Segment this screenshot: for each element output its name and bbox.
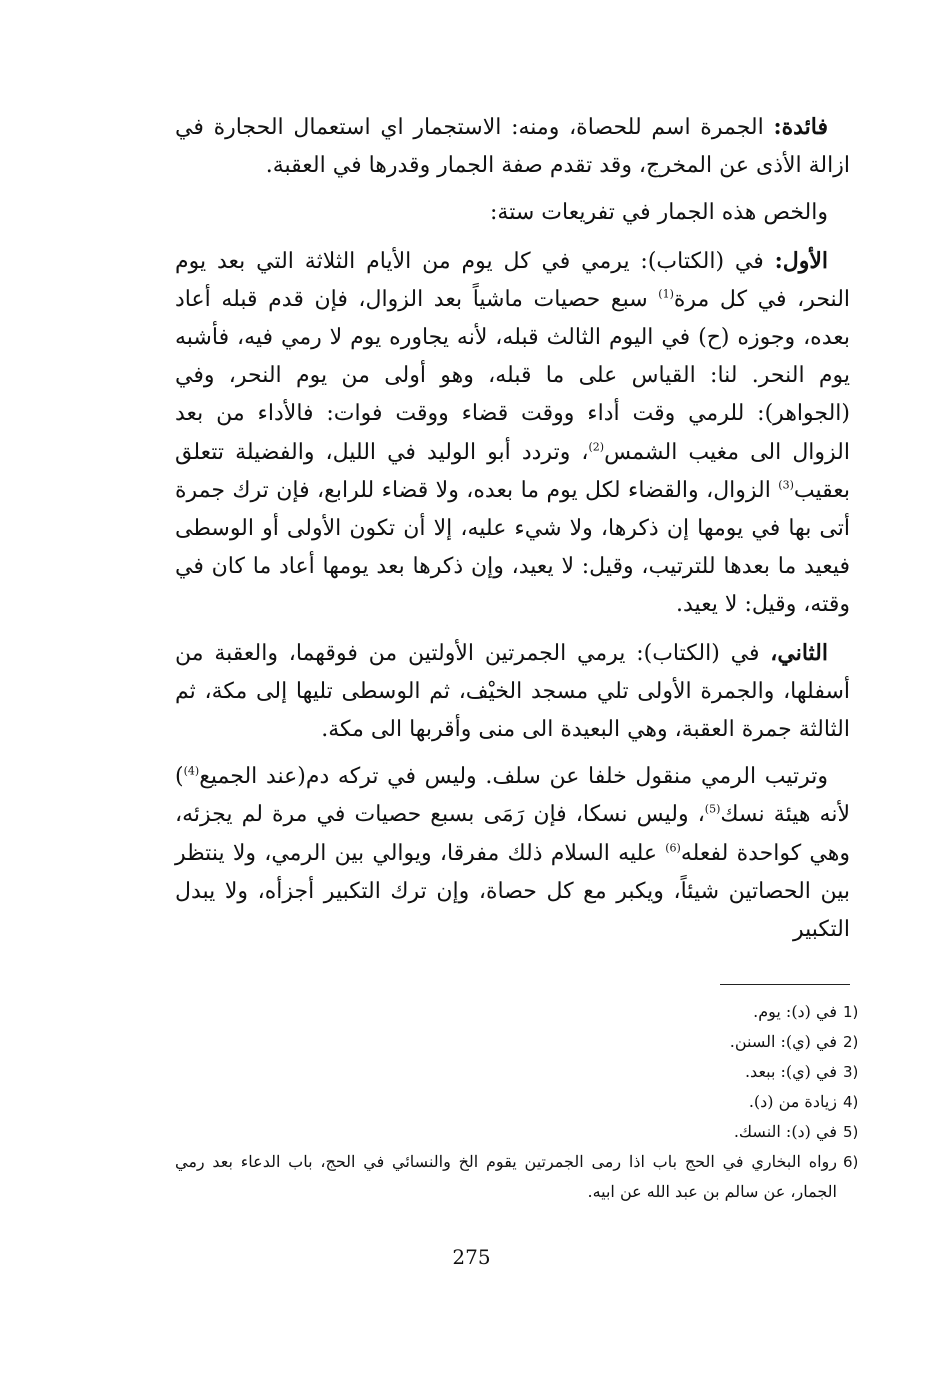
- footnote-item: [175, 1087, 865, 1117]
- footnote-number: 1): [843, 1003, 859, 1021]
- paragraph-summary: [175, 194, 850, 232]
- paragraph-text: في (الكتاب): يرمي الجمرتين الأولتين من فوقهما، والعقبة من أسفلها، والجمرة الأولى تلي مسجد الخيْف، ثم الوسطى تليها إلى مكة، ثم الثالثة جمرة العقبة، وهي البعيدة الى منى وأقربها الى مكة.: [175, 640, 850, 743]
- paragraph-text: في (الكتاب): يرمي في كل يوم من الأيام الثلاثة التي بعد يوم النحر، في كل مرة: [175, 248, 851, 312]
- footnote-marker: (5): [704, 803, 721, 817]
- footnote-text: في (ي): السنن.: [729, 1032, 837, 1051]
- footnote-item: [175, 1027, 865, 1057]
- footnote-text: في (د): يوم.: [753, 1002, 837, 1021]
- footnote-marker: (6): [665, 841, 681, 855]
- footnote-marker: (1): [658, 287, 674, 301]
- footnote-number: 2): [843, 1033, 859, 1051]
- paragraph-text: ، وليس نسكا، فإن رَمَى بسبع حصيات في مرة لم يجزئه، وهي كواحدة لفعله: [175, 802, 850, 866]
- footnote-marker: (3): [778, 478, 794, 492]
- footnote-text: في (ي): ببعد.: [744, 1062, 837, 1081]
- paragraph-lead: فائدة:: [773, 114, 828, 140]
- paragraph-text: ) لأنه هيئة نسك: [175, 764, 850, 828]
- paragraph-first: [175, 242, 850, 625]
- footnote-number: 5): [843, 1123, 859, 1141]
- footnote-number: 4): [843, 1093, 859, 1111]
- footnote-number: 6): [843, 1153, 859, 1171]
- footnote-text: رواه البخاري في الحج باب اذا رمى الجمرتين يقوم الخ والنسائي في الحج، باب الدعاء بعد رمي الجمار، عن سالم بن عبد الله عن ابيه.: [175, 1152, 837, 1201]
- footnote-text: في (د): النسك.: [733, 1122, 837, 1141]
- footnotes: [175, 997, 865, 1207]
- footnote-item: [175, 1057, 865, 1087]
- footnote-item: [175, 1117, 865, 1147]
- paragraph-lead: الثاني،: [770, 639, 828, 666]
- paragraph-text: الزوال، والقضاء لكل يوم ما بعده، ولا قضاء للرابع، فإن ترك جمرة أتى بها في يومها إن ذكرها، ولا شيء عليه، إلا أن تكون الأولى أو الوسطى فيعيد ما بعدها للترتيب، وقيل: لا يعيد، وإن ذكرها بعد يومها أعاد ما كان في وقته، وقيل: لا يعيد.: [175, 477, 850, 618]
- footnote-divider: [720, 984, 850, 985]
- paragraph-order: [175, 758, 850, 949]
- paragraph-faida: [175, 108, 850, 185]
- footnote-item: [175, 997, 865, 1027]
- paragraph-lead: الأول:: [774, 247, 828, 274]
- page-number: 275: [452, 1245, 491, 1269]
- paragraph-text: سبع حصيات ماشياً بعد الزوال، فإن قدم قبله أعاد بعده، وجوزه (ح) في اليوم الثالث قبله، لأنه يجاوره يوم لا رمي فيه، فأشبه يوم النحر. لنا: القياس على ما قبله، وهو أولى من يوم النحر، وفي (الجواهر): للرمي وقت أداء ووقت قضاء ووقت فوات: فالأداء من بعد الزوال الى مغيب الشمس: [175, 286, 850, 465]
- paragraph-second: [175, 634, 850, 750]
- paragraph-text: وترتيب الرمي منقول خلفا عن سلف. وليس في تركه دم(عند الجميع: [199, 764, 828, 790]
- footnote-marker: (2): [588, 440, 605, 454]
- paragraph-text: والخص هذه الجمار في تفريعات ستة:: [490, 200, 828, 226]
- footnote-item: [175, 1147, 865, 1207]
- paragraph-text: الجمرة اسم للحصاة، ومنه: الاستجمار اي استعمال الحجارة في ازالة الأذى عن المخرج، وقد تقدم صفة الجمار وقدرها في العقبة.: [175, 115, 850, 179]
- footnote-text: زيادة من (د).: [748, 1092, 837, 1111]
- paragraph-text: عليه السلام ذلك مفرقا، ويوالي بين الرمي، ولا ينتظر بين الحصاتين شيئاً، ويكبر مع كل حصاة، وإن ترك التكبير أجزأه، ولا يبدل التكبير: [175, 840, 850, 943]
- main-text: [175, 108, 850, 949]
- footnote-marker: (4): [183, 764, 200, 778]
- footnote-number: 3): [843, 1063, 859, 1081]
- paragraph-text: ، وتردد أبو الوليد في الليل، والفضيلة تتعلق بعقيب: [175, 439, 850, 503]
